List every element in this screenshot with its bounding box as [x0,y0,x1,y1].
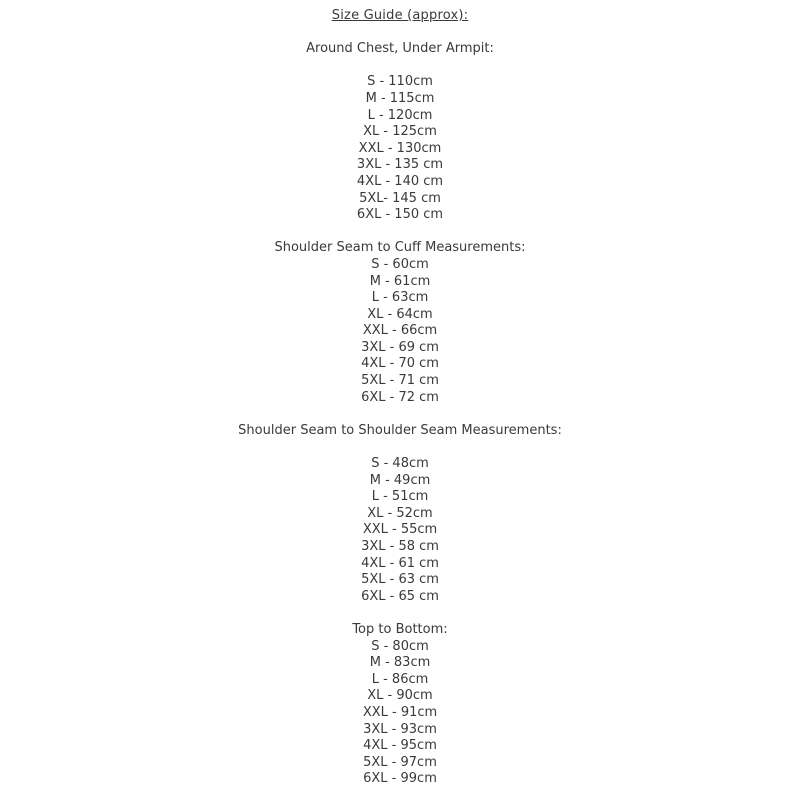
page-title: Size Guide (approx): [331,8,469,23]
section-heading: Top to Bottom: [352,621,448,637]
size-item: 6XL - 72 cm [361,389,439,405]
size-item: XXL - 130cm [358,140,442,156]
size-item: 5XL - 97cm [363,754,437,770]
blank-line [0,58,800,75]
size-item: S - 60cm [371,256,429,272]
blank-line [0,605,800,622]
section-heading: Shoulder Seam to Shoulder Seam Measurements: [238,422,562,438]
size-item: M - 61cm [369,273,431,289]
size-item: 3XL - 58 cm [361,539,439,554]
size-item: 6XL - 65 cm [361,588,439,604]
blank-line [0,439,800,456]
size-item: 4XL - 61 cm [361,555,439,571]
size-item: L - 86cm [371,671,429,687]
section-heading: Around Chest, Under Armpit: [306,41,494,57]
size-item: S - 80cm [371,638,429,654]
size-item: 4XL - 70 cm [361,356,439,372]
size-item: XXL - 66cm [362,323,438,339]
size-item: XL - 125cm [363,124,437,140]
size-item: 3XL - 93cm [363,721,437,737]
size-item: M - 115cm [365,90,435,106]
size-item: L - 120cm [367,107,433,123]
size-item: 6XL - 150 cm [356,207,444,223]
section-heading: Shoulder Seam to Cuff Measurements: [274,240,526,256]
blank-line [0,406,800,423]
section-shoulder-to-shoulder [0,423,800,606]
size-item: 5XL - 63 cm [361,572,439,588]
size-item: XL - 64cm [367,306,433,322]
size-item: XXL - 91cm [362,704,438,720]
size-item: L - 51cm [371,489,429,505]
section-around-chest [0,41,800,224]
size-item: S - 110cm [367,74,433,90]
blank-line [0,224,800,241]
section-shoulder-to-cuff [0,240,800,406]
section-top-to-bottom [0,622,800,788]
size-item: 3XL - 135 cm [356,157,444,173]
size-item: 4XL - 140 cm [356,173,444,189]
size-item: XL - 90cm [367,688,433,704]
size-item: 6XL - 99cm [363,771,437,787]
size-item: 5XL- 145 cm [359,190,441,206]
size-item: XXL - 55cm [362,522,438,538]
size-item: 3XL - 69 cm [361,339,439,355]
blank-line [0,25,800,42]
size-item: 5XL - 71 cm [361,373,439,389]
size-item: L - 63cm [371,290,429,306]
size-item: M - 83cm [369,655,431,671]
size-item: XL - 52cm [367,505,433,521]
size-item: M - 49cm [369,472,431,488]
size-item: 4XL - 95cm [363,738,437,754]
size-item: S - 48cm [371,456,429,472]
